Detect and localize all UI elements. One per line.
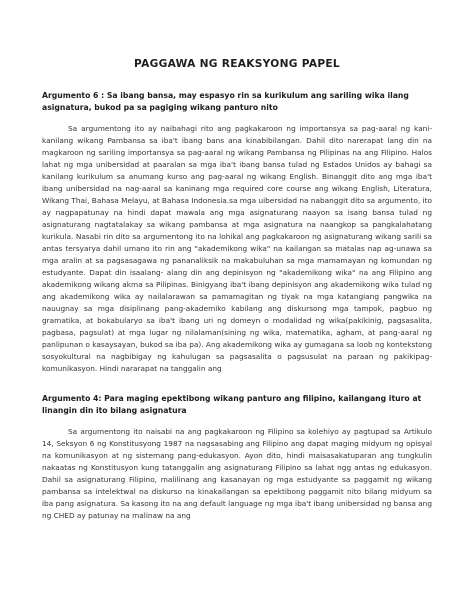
document-title: PAGGAWA NG REAKSYONG PAPEL — [134, 58, 340, 70]
argument-4-heading: Argumento 4: Para maging epektibong wikang panturo ang filipino, kailangang ituro at linangin din ito bilang asignatura — [42, 394, 422, 415]
argument-6-body: Sa argumentong ito ay naibahagi rito ang pagkakaroon ng importansya sa pag-aaral ng kani-kanilang wikang Pambansa sa iba't ibang bans ana kinabibilangan. Dahil dito narerapat lang din na magkaroon ng sariling importansya sa pag-aaral ng wikang Pambansa ng Pilipinas na ang Filipino. Halos lahat ng mga unibersidad at paaralan sa mga iba't ibang bansa tulad ng Estados Unidos ay bahagi sa kanilang kurikulum sa anumang kurso ang pag-aaral ng wikang English. Binanggit dito ang mga iba't ibang unibersidad na nag-aaral sa kaninang mga required core course ang wikang English, Literatura, Wikang Thai, Bahasa Melayu, at Bahasa Indonesia.sa mga uibersidad na nabanggit dito sa argumento, ito ay nagpapatunay na hindi dapat mawala ang mga asignaturang naayon sa isang bansa tulad ng asignaturang nagtatalakay sa wikang pambansa at mga asignatura na naangkop sa pangkalahatang kurikula. Nasabi rin dito sa argumentong ito na lohikal ang pagkakaroon ng asignaturang wikang sarili sa antas tersyarya dahil umano ito rin ang "akademikong wika" na kailangan sa matalas nap ag-unawa sa mga aralin at sa pagsasagawa ng pananaliksik na makabuluhan sa mga mamamayan ng komundan ng estudyante. Dapat din isaalang- alang din ang depinisyon ng "akademikong wika" na ang Filipino ang akademikong wikang akma sa Pilipinas. Binigyang iba't ibang depinisyon ang akademikong wika tulad ng ang akademikong wika ay nailalarawan sa pamamagitan ng tiyak na mga katangiang pangwika na nauugnay sa mga disiplinang pang-akademiko kabilang ang diskursong mga tampok, pagbuo ng gramatika, at bokabularyo sa iba't ibang uri ng domeyn o modalidad ng wika(pakikinig, pagsasalita, pagbasa, pagsulat) at mga lugar ng nilalaman(sining ng wika, matematika, agham, at pang-aaral ng panlipunan o kasaysayan, bukod sa iba pa). Ang akademikong wika ay gumagana sa loob ng kontekstong sosyokultural na nagbibigay ng kahulugan sa pagsasalita o pagsusulat na paraan ng pakikipag-komunikasyon. Hindi nararapat na tanggalin ang — [42, 124, 432, 373]
argument-4-body: Sa argumentong ito naisabi na ang pagkakaroon ng Filipino sa kolehiyo ay pagtupad sa Artikulo 14, Seksyon 6 ng Konstitusyong 1987 na nagsasabing ang Filipino ang dapat maging midyum ng opisyal na komunikasyon at ng sistemang pang-edukasyon. Ayon dito, hindi maisasakatuparan ang tungkulin nakaatas ng Konstitusyon kung tatanggalin ang asignaturang Filipino sa lahat ngg antas ng edukasyon. Dahil sa asignaturang Filipino, malilinang ang kasanayan ng mga estudyante sa paggamit ng wikang pambansa sa intelektwal na diskurso na kinakailangan sa epektibong paggamit nito bilang midyum sa iba pang asignatura. Sa kasong ito na ang default language ng mga iba't ibang unibersidad ng bansa ang ng CHED ay patunay na malinaw na ang — [42, 427, 432, 520]
argument-6-heading: Argumento 6 : Sa ibang bansa, may espasyo rin sa kurikulum ang sariling wika ilang asignatura, bukod pa sa pagiging wikang panturo nito — [42, 91, 409, 112]
